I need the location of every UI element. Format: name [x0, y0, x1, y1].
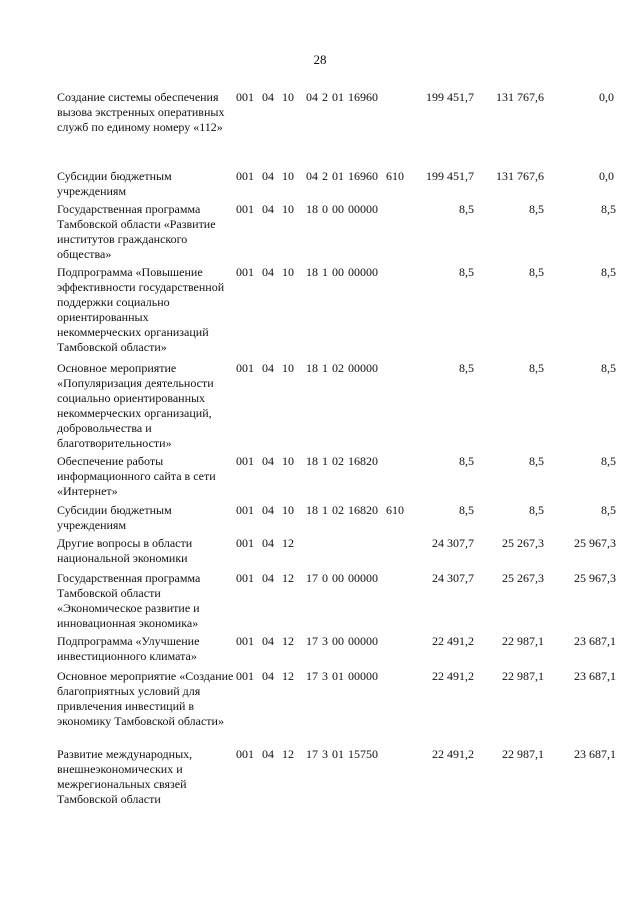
row-value-3: 8,5	[601, 202, 616, 216]
row-value-2: 25 267,3	[502, 536, 544, 550]
row-name: Создание системы обеспечения вызова экстренных оперативных служб по единому номеру «112»	[57, 90, 225, 134]
row-value-3: 8,5	[601, 361, 616, 375]
row-value-1: 8,5	[459, 361, 474, 375]
row-codes: 001 04 12 17 0 00 00000	[236, 571, 378, 585]
row-codes: 001 04 10 18 1 00 00000	[236, 265, 378, 279]
row-name: Субсидии бюджетным учреждениям	[57, 169, 172, 198]
row-name: Государственная программа Тамбовской области «Развитие институтов гражданского общества»	[57, 202, 216, 261]
row-name: Основное мероприятие «Популяризация деятельности социально ориентированных некоммерческих организаций, добровольчества и благотворительности»	[57, 361, 214, 450]
row-value-3: 25 967,3	[574, 536, 616, 550]
row-value-2: 8,5	[529, 503, 544, 517]
row-value-1: 22 491,2	[432, 634, 474, 648]
row-name: Подпрограмма «Повышение эффективности государственной поддержки социально ориентированных некоммерческих организаций Тамбовской области»	[57, 265, 225, 354]
row-value-2: 8,5	[529, 454, 544, 468]
row-codes: 001 04 12 17 3 01 15750	[236, 747, 378, 761]
row-name: Государственная программа Тамбовской области «Экономическое развитие и инновационная экономика»	[57, 571, 201, 630]
row-codes: 001 04 10 04 2 01 16960 610	[236, 169, 404, 183]
row-name: Основное мероприятие «Создание благоприятных условий для привлечения инвестиций в экономику Тамбовской области»	[57, 669, 234, 728]
row-value-3: 8,5	[601, 454, 616, 468]
row-value-2: 8,5	[529, 361, 544, 375]
row-value-1: 199 451,7	[426, 169, 474, 183]
row-value-3: 23 687,1	[574, 669, 616, 683]
row-value-1: 22 491,2	[432, 669, 474, 683]
row-value-2: 25 267,3	[502, 571, 544, 585]
row-name: Другие вопросы в области национальной экономики	[57, 536, 193, 565]
row-value-1: 24 307,7	[432, 571, 474, 585]
row-value-3: 25 967,3	[574, 571, 616, 585]
row-value-2: 22 987,1	[502, 634, 544, 648]
row-value-3: 23 687,1	[574, 747, 616, 761]
row-value-3: 0,0	[599, 90, 614, 104]
row-value-3: 8,5	[601, 503, 616, 517]
row-value-2: 22 987,1	[502, 669, 544, 683]
row-value-1: 24 307,7	[432, 536, 474, 550]
row-value-3: 8,5	[601, 265, 616, 279]
row-value-2: 8,5	[529, 202, 544, 216]
row-codes: 001 04 12 17 3 01 00000	[236, 669, 378, 683]
row-codes: 001 04 10 04 2 01 16960	[236, 90, 378, 104]
row-value-2: 131 767,6	[496, 169, 544, 183]
row-codes: 001 04 10 18 1 02 16820	[236, 454, 378, 468]
row-codes: 001 04 10 18 1 02 16820 610	[236, 503, 404, 517]
row-name: Субсидии бюджетным учреждениям	[57, 503, 172, 532]
row-value-2: 8,5	[529, 265, 544, 279]
row-value-1: 8,5	[459, 454, 474, 468]
row-value-1: 8,5	[459, 503, 474, 517]
row-value-3: 23 687,1	[574, 634, 616, 648]
row-codes: 001 04 12	[236, 536, 294, 550]
row-name: Развитие международных, внешнеэкономических и межрегиональных связей Тамбовской области	[57, 747, 193, 806]
row-codes: 001 04 10 18 1 02 00000	[236, 361, 378, 375]
row-value-1: 22 491,2	[432, 747, 474, 761]
row-value-1: 8,5	[459, 265, 474, 279]
row-value-2: 22 987,1	[502, 747, 544, 761]
row-codes: 001 04 10 18 0 00 00000	[236, 202, 378, 216]
row-value-1: 199 451,7	[426, 90, 474, 104]
row-value-3: 0,0	[599, 169, 614, 183]
row-value-2: 131 767,6	[496, 90, 544, 104]
row-name: Обеспечение работы информационного сайта в сети «Интернет»	[57, 454, 216, 498]
page-number: 28	[313, 52, 327, 67]
row-codes: 001 04 12 17 3 00 00000	[236, 634, 378, 648]
row-name: Подпрограмма «Улучшение инвестиционного климата»	[57, 634, 200, 663]
row-value-1: 8,5	[459, 202, 474, 216]
